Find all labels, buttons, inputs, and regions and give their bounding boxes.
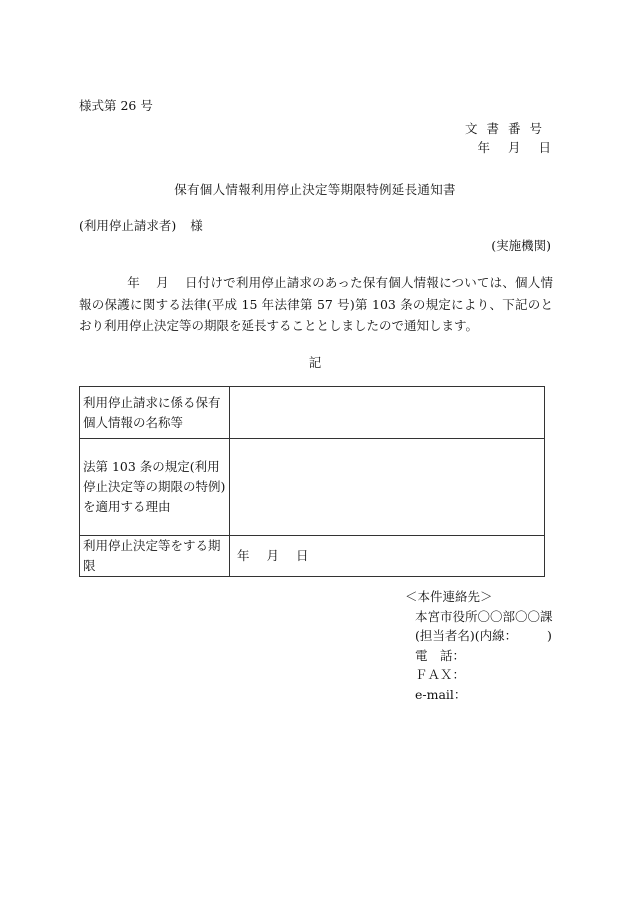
- deadline-year: 年: [237, 548, 250, 563]
- form-number: 様式第 26 号: [79, 98, 153, 113]
- contact-person-label: (担当者名)(内線：: [415, 628, 518, 643]
- notice-body: [79, 272, 553, 337]
- info-name-label: 利用停止請求に係る保有個人情報の名称等: [80, 387, 230, 439]
- contact-person: [405, 626, 553, 646]
- details-table: [79, 386, 545, 577]
- ki-heading: 記: [308, 355, 322, 370]
- contact-person-close: ): [547, 628, 552, 643]
- deadline-label: 利用停止決定等をする期限: [80, 536, 230, 577]
- contact-email: e-mail：: [415, 686, 467, 702]
- date-year: 年: [477, 140, 490, 155]
- contact-fax: ＦＡＸ：: [415, 667, 466, 682]
- contact-office: 本宮市役所〇〇部〇〇課: [415, 608, 553, 624]
- addressee-name: (利用停止請求者): [79, 218, 177, 233]
- deadline-value: [230, 536, 545, 577]
- deadline-month: 月: [266, 548, 280, 563]
- body-year: 年: [127, 275, 140, 290]
- date-month: 月: [507, 140, 521, 155]
- addressee: [79, 216, 203, 234]
- document-number-label: 文書番号: [464, 121, 551, 136]
- table-row: [80, 387, 545, 439]
- contact-block: [405, 587, 553, 704]
- contact-heading: ＜本件連絡先＞: [405, 589, 493, 604]
- reason-label: 法第 103 条の規定(利用停止決定等の期限の特例)を適用する理由: [80, 439, 230, 536]
- addressee-honorific: 様: [190, 218, 203, 233]
- date-day: 日: [538, 140, 551, 155]
- table-row: [80, 536, 545, 577]
- info-name-value: [230, 387, 545, 439]
- deadline-day: 日: [296, 548, 309, 563]
- document-title: 保有個人情報利用停止決定等期限特例延長通知書: [174, 182, 456, 197]
- table-row: [80, 439, 545, 536]
- issue-date: [463, 138, 551, 156]
- body-month: 月: [155, 275, 169, 290]
- contact-phone: 電 話：: [415, 647, 466, 663]
- issuing-agency: (実施機関): [491, 238, 551, 253]
- body-text: 日付けで利用停止請求のあった保有個人情報については、個人情報の保護に関する法律(平成 15 年法律第 57 号)第 103 条の規定により、下記のとおり利用停止決定等の期限を延長することとしましたので通知します。: [79, 275, 553, 333]
- reason-value: [230, 439, 545, 536]
